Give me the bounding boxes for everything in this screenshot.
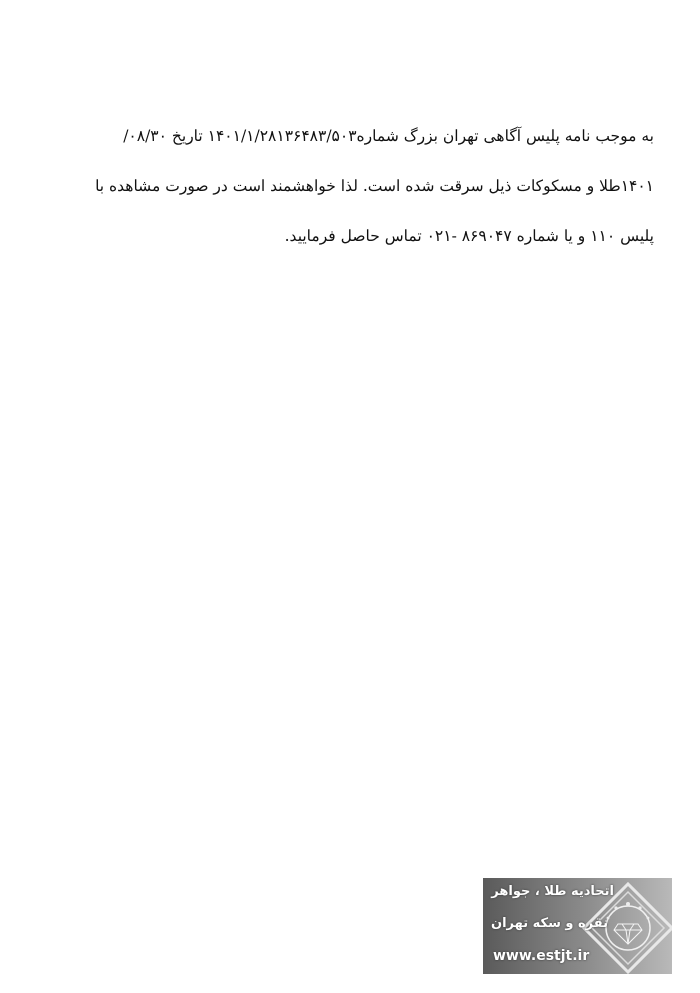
paragraph-line-3: پلیس ۱۱۰ و یا شماره ۸۶۹۰۴۷ -۰۲۱ تماس حاصل فرمایید.: [284, 227, 654, 245]
union-watermark-logo: [483, 878, 672, 974]
watermark-org-line-1: اتحادیه طلا ، جواهر: [491, 884, 614, 899]
watermark-org-line-2: نقره و سکه تهران: [491, 916, 608, 931]
paragraph-line-1: به موجب نامه پلیس آگاهی تهران بزرگ شماره۱۴۰۱/۱/۲۸۱۳۶۴۸۳/۵۰۳ تاریخ ۰۸/۳۰/: [123, 127, 654, 145]
watermark-url: www.estjt.ir: [493, 948, 590, 964]
paragraph-line-2: ۱۴۰۱طلا و مسکوکات ذیل سرقت شده است. لذا خواهشمند است در صورت مشاهده با: [95, 177, 654, 195]
letter-body: [40, 118, 654, 268]
